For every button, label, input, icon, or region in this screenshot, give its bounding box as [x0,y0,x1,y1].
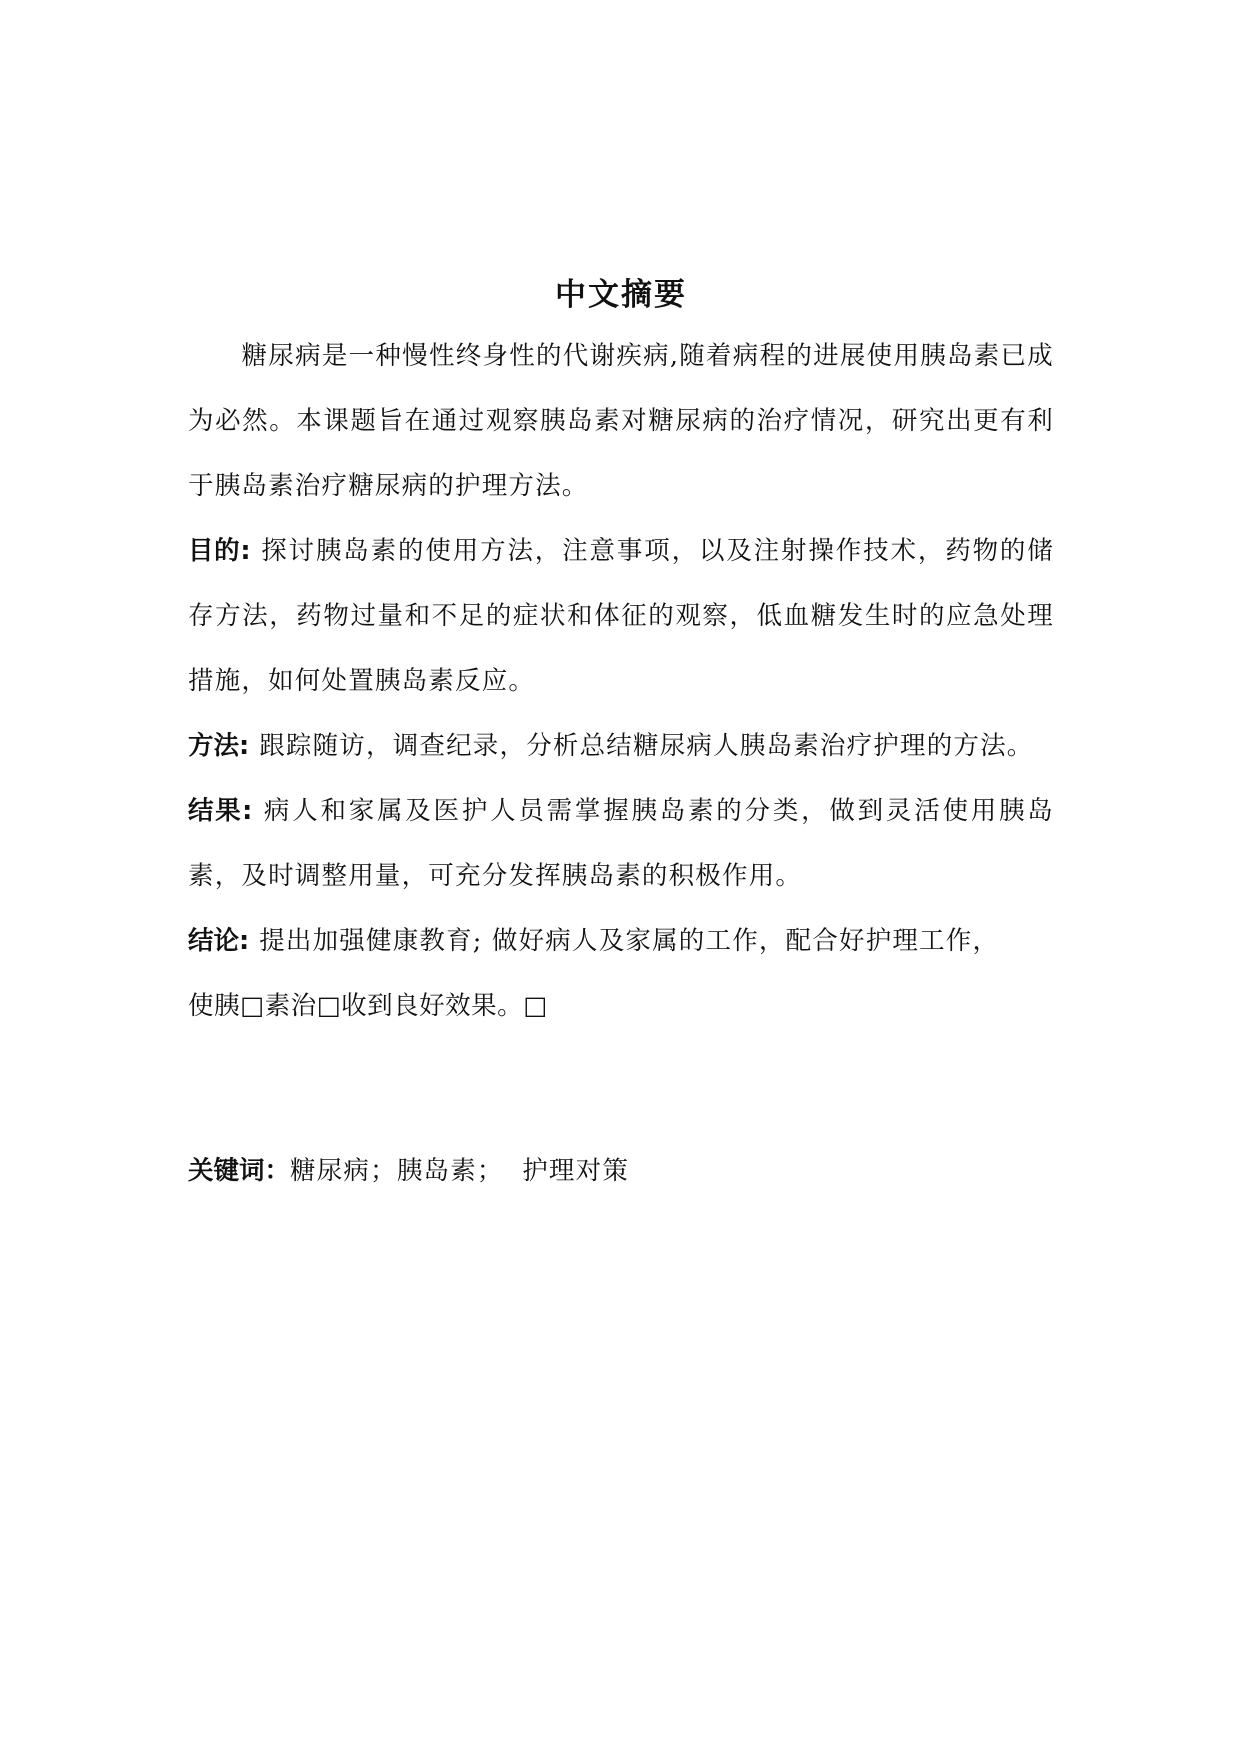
abstract-body [188,268,1054,1204]
objective-label: 目的: [188,536,251,566]
intro-paragraph: 糖尿病是一种慢性终身性的代谢疾病,随着病程的进展使用胰岛素已成为必然。本课题旨在通过观察胰岛素对糖尿病的治疗情况，研究出更有利于胰岛素治疗糖尿病的护理方法。 [188,341,1054,501]
conclusion-text: 提出加强健康教育; 做好病人及家属的工作，配合好护理工作， [259,926,1000,956]
conclusion-paragraph [188,909,1054,1039]
page-title: 中文摘要 [555,277,687,313]
method-text: 跟踪随访，调查纪录，分析总结糖尿病人胰岛素治疗护理的方法。 [259,731,1034,761]
method-paragraph [188,714,1054,779]
result-text: 病人和家属及医护人员需掌握胰岛素的分类，做到灵活使用胰岛素，及时调整用量，可充分发挥胰岛素的积极作用。 [188,796,1054,891]
keywords-text: 糖尿病；胰岛素； 护理对策 [290,1156,630,1186]
objective-text: 探讨胰岛素的使用方法，注意事项，以及注射操作技术，药物的储存方法，药物过量和不足的症状和体征的观察，低血糖发生时的应急处理措施，如何处置胰岛素反应。 [188,536,1054,696]
result-paragraph [188,779,1054,909]
objective-paragraph [188,519,1054,714]
keywords-line [188,1139,1054,1204]
conclusion-label: 结论: [188,926,250,956]
conclusion-text-tail: 使胰□素治□收到良好效果。□ [188,991,548,1021]
method-label: 方法: [188,731,250,761]
result-label: 结果: [188,796,253,826]
keywords-label: 关键词： [188,1156,291,1186]
